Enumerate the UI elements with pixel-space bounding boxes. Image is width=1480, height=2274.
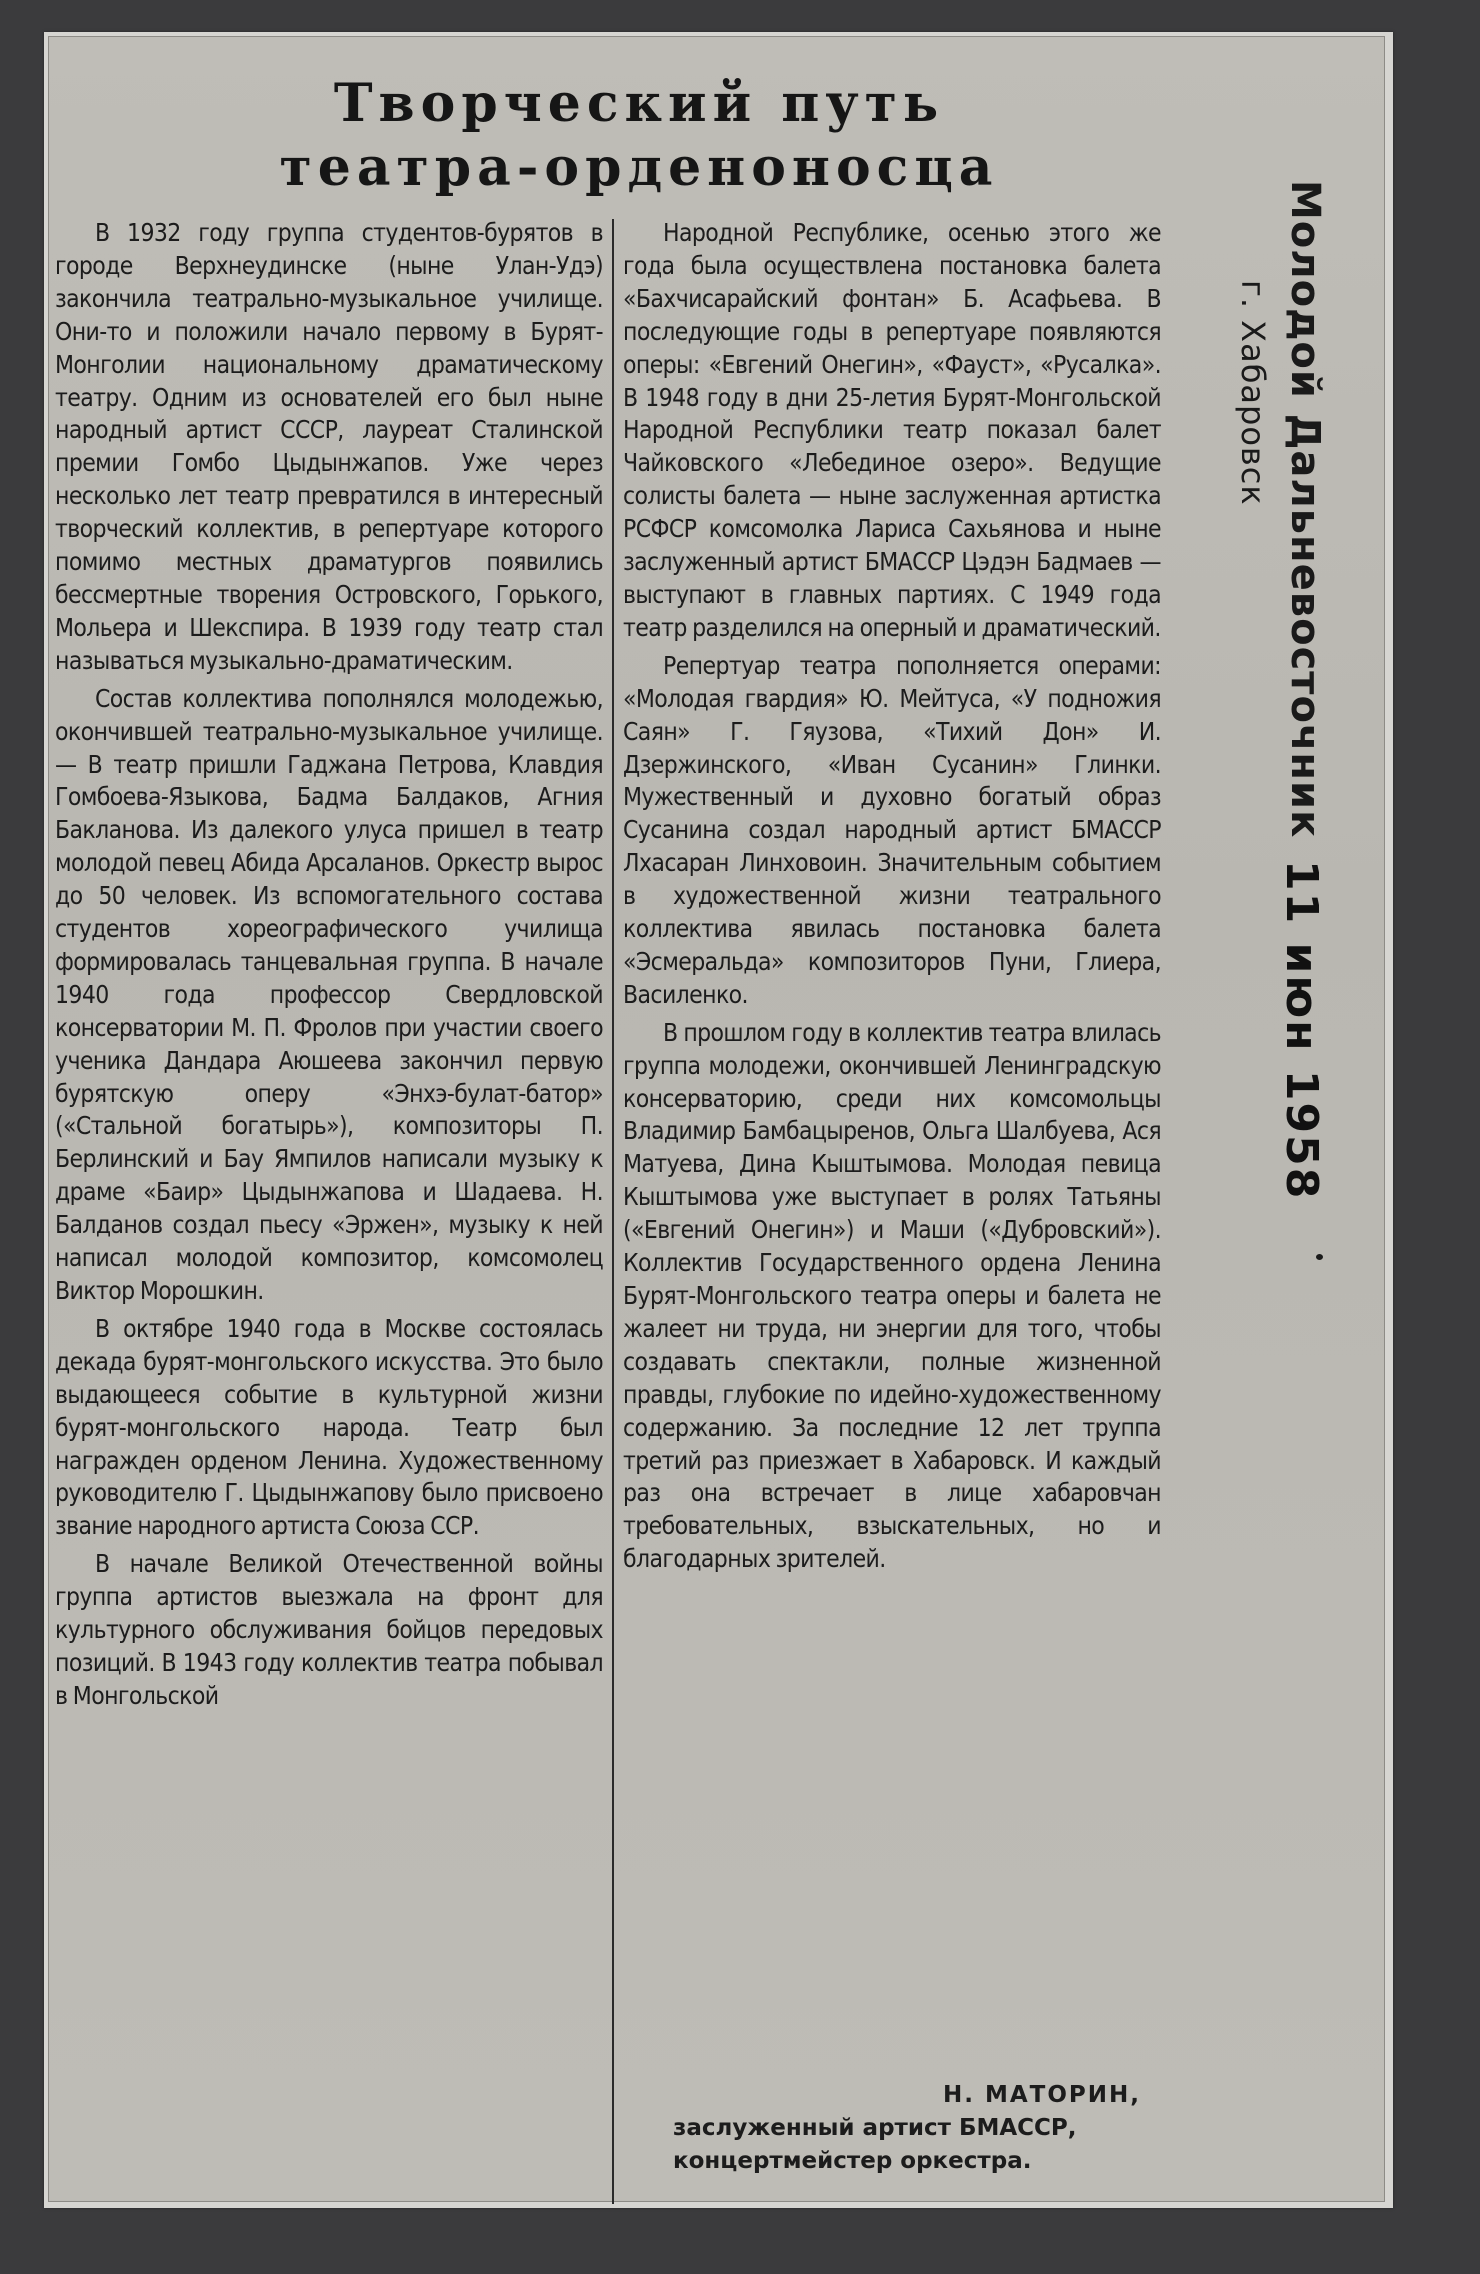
newspaper-name-stamp: Молодой Дальневосточник [1282,180,1328,839]
ink-dot [1316,1254,1323,1260]
paragraph: В октябре 1940 года в Москве состоялась декада бурят-монгольского искусства. Это было выдающееся событие в культурной жизни бурят-монгольского народа. Театр был награжден орденом Ленина. Художественному руководителю Г. Цыдынжапову было присвоено звание народного артиста Союза ССР. [55,1313,603,1541]
newspaper-clipping [48,36,1385,2202]
paragraph: Народной Республике, осенью этого же года была осуществлена постановка балета «Бахчисарайский фонтан» Б. Асафьева. В последующие годы в репертуаре появляются оперы: «Евгений Онегин», «Фауст», «Русалка». В 1948 году в дни 25-летия Бурят-Монгольской Народной Республики театр показал балет Чайковского «Лебединое озеро». Ведущие солисты балета — ныне заслуженная артистка РСФСР комсомолка Лариса Сахьянова и ныне заслуженный артист БМАССР Цэдэн Бадмаев — выступают в главных партиях. С 1949 года театр разделился на оперный и драматический. [623,218,1161,642]
archive-sheet [44,32,1393,2208]
paragraph: Состав коллектива пополнялся молодежью, окончившей театрально-музыкальное училище. — В театр пришли Гаджана Петрова, Клавдия Гомбоева-Языкова, Бадма Балдаков, Агния Бакланова. Из далекого улуса пришел в театр молодой певец Абида Арсаланов. Оркестр вырос до 50 человек. Из вспомогательного состава студентов хореографического училища формировалась танцевальная группа. В начале 1940 года профессор Свердловской консерватории М. П. Фролов при участии своего ученика Дандара Аюшеева закончил первую бурятскую оперу «Энхэ-булат-батор» («Стальной богатырь»), композиторы П. Берлинский и Бау Ямпилов написали музыку к драме «Баир» Цыдынжапова и Шадаева. Н. Балданов создал пьесу «Эржен», музыку к ней написал молодой композитор, комсомолец Виктор Морошкин. [55,683,603,1305]
article-headline [139,72,1139,200]
city-stamp: г. Хабаровск [1234,280,1272,506]
author-name: Н. МАТОРИН, [942,2082,1141,2108]
column-divider [612,219,614,2204]
author-title-1: заслуженный артист БМАССР, [673,2115,1077,2141]
paragraph: Репертуар театра пополняется операми: «Молодая гвардия» Ю. Мейтуса, «У подножия Саян» Г. Гяузова, «Тихий Дон» И. Дзержинского, «Иван Сусанин» Глинки. Мужественный и духовно богатый образ Сусанина создал народный артист БМАССР Лхасаран Линховоин. Значительным событием в художественной жизни театрального коллектива явилась постановка балета «Эсмеральда» композиторов Пуни, Глиера, Василенко. [623,650,1161,1009]
article-column-left [55,217,603,1713]
date-stamp: 11 июн 1958 [1276,860,1327,1201]
headline-line-2: театра-орденоносца [279,137,999,198]
headline-line-1: Творческий путь [333,73,945,134]
paragraph: В прошлом году в коллектив театра влилась группа молодежи, окончившей Ленинградскую консерваторию, среди них комсомольцы Владимир Бамбацыренов, Ольга Шалбуева, Ася Матуева, Дина Кыштымова. Молодая певица Кыштымова уже выступает в ролях Татьяны («Евгений Онегин») и Маши («Дубровский»). Коллектив Государственного ордена Ленина Бурят-Монгольского театра оперы и балета не жалеет ни труда, ни энергии для того, чтобы создавать спектакли, полные жизненной правды, глубокие по идейно-художественному содержанию. За последние 12 лет труппа третий раз приезжает в Хабаровск. И каждый раз она встречает в лице хабаровчан требовательных, взыскательных, но и благодарных зрителей. [623,1017,1161,1574]
article-column-right [623,217,1161,1576]
paragraph: В 1932 году группа студентов-бурятов в городе Верхнеудинске (ныне Улан-Удэ) закончила театрально-музыкальное училище. Они-то и положили начало первому в Бурят-Монголии национальному драматическому театру. Одним из основателей его был ныне народный артист СССР, лауреат Сталинской премии Гомбо Цыдынжапов. Уже через несколько лет театр превратился в интересный творческий коллектив, в репертуаре которого помимо местных драматургов появились бессмертные творения Островского, Горького, Мольера и Шекспира. В 1939 году театр стал называться музыкально-драматическим. [55,218,603,675]
paragraph: В начале Великой Отечественной войны группа артистов выезжала на фронт для культурного обслуживания бойцов передовых позиций. В 1943 году коллектив театра побывал в Монгольской [55,1549,603,1710]
author-signature [623,2079,1161,2178]
author-title-2: концертмейстер оркестра. [673,2148,1032,2174]
